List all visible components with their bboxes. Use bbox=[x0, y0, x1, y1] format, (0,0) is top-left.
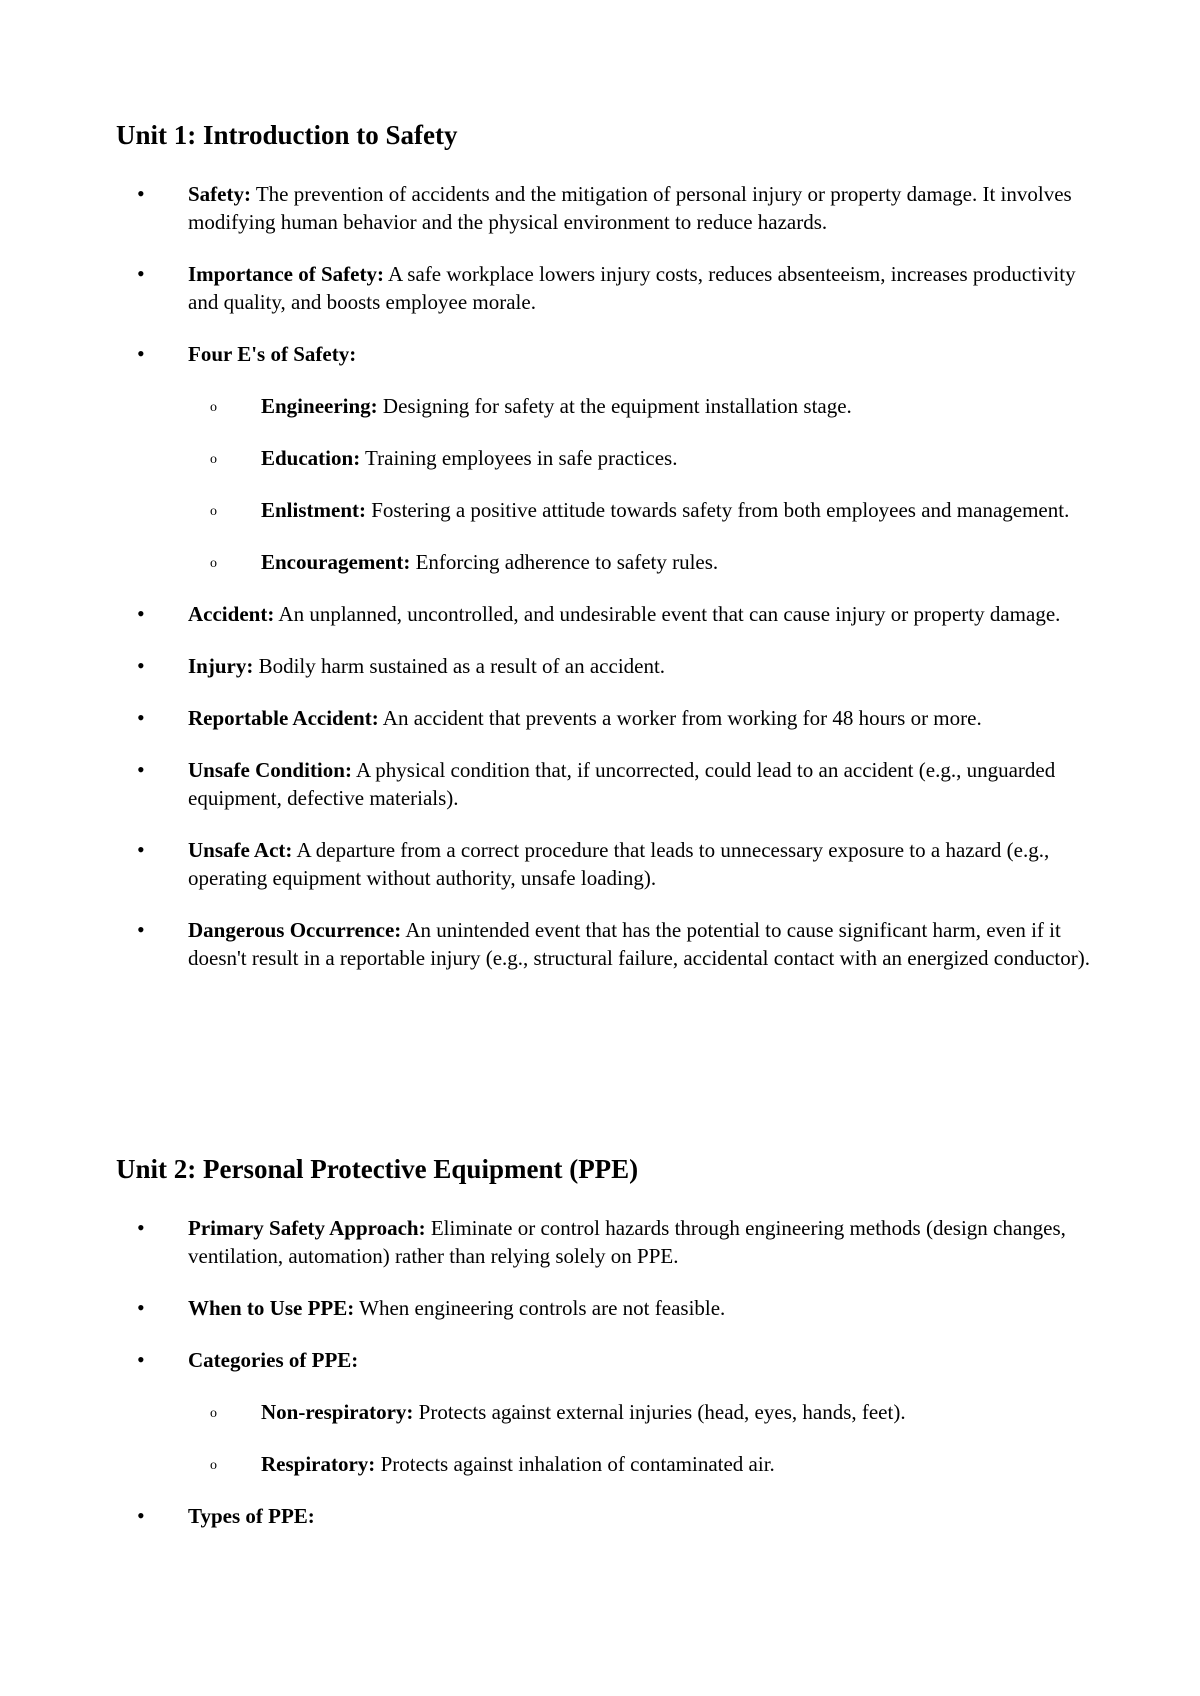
item-text: An unplanned, uncontrolled, and undesirable event that can cause injury or property damage. bbox=[274, 602, 1061, 626]
item-term: Four E's of Safety: bbox=[188, 342, 357, 366]
sub-list-item bbox=[188, 496, 1100, 524]
item-text: Fostering a positive attitude towards safety from both employees and management. bbox=[366, 498, 1070, 522]
sub-list-item bbox=[188, 1398, 1100, 1426]
unit1-heading: Unit 1: Introduction to Safety bbox=[116, 120, 458, 150]
list-item bbox=[116, 836, 1100, 892]
list-item bbox=[116, 704, 1100, 732]
item-text: Protects against inhalation of contaminated air. bbox=[375, 1452, 775, 1476]
item-term: Importance of Safety: bbox=[188, 262, 384, 286]
item-term: Primary Safety Approach: bbox=[188, 1216, 426, 1240]
list-item bbox=[116, 180, 1100, 236]
sub-list bbox=[188, 1398, 1100, 1478]
item-term: When to Use PPE: bbox=[188, 1296, 355, 1320]
bullet-icon: • bbox=[137, 757, 145, 782]
bullet-icon: • bbox=[137, 837, 145, 862]
unit2-heading: Unit 2: Personal Protective Equipment (PPE) bbox=[116, 1154, 639, 1184]
item-term: Non-respiratory: bbox=[261, 1400, 414, 1424]
item-term: Safety: bbox=[188, 182, 251, 206]
unit1-list bbox=[116, 180, 1100, 996]
item-text: The prevention of accidents and the mitigation of personal injury or property damage. It involves modifying human behavior and the physical environment to reduce hazards. bbox=[188, 182, 1072, 234]
list-item bbox=[116, 1502, 1100, 1530]
circle-bullet-icon: o bbox=[210, 1458, 217, 1473]
sub-list-item bbox=[188, 392, 1100, 420]
item-text: A physical condition that, if uncorrected, could lead to an accident (e.g., unguarded equipment, defective materials). bbox=[188, 758, 1056, 810]
item-term: Injury: bbox=[188, 654, 254, 678]
list-item bbox=[116, 916, 1100, 972]
item-term: Engineering: bbox=[261, 394, 378, 418]
item-term: Accident: bbox=[188, 602, 275, 626]
circle-bullet-icon: o bbox=[210, 452, 217, 467]
list-item bbox=[116, 600, 1100, 628]
list-item bbox=[116, 1294, 1100, 1322]
list-item bbox=[116, 1214, 1100, 1270]
sub-list-item bbox=[188, 1450, 1100, 1478]
circle-bullet-icon: o bbox=[210, 1406, 217, 1421]
sub-list-item bbox=[188, 548, 1100, 576]
item-text: An unintended event that has the potential to cause significant harm, even if it doesn't result in a reportable injury (e.g., structural failure, accidental contact with an energized conductor). bbox=[188, 918, 1090, 970]
sub-list-item bbox=[188, 444, 1100, 472]
bullet-icon: • bbox=[137, 1503, 145, 1528]
item-term: Education: bbox=[261, 446, 361, 470]
item-term: Types of PPE: bbox=[188, 1504, 315, 1528]
circle-bullet-icon: o bbox=[210, 400, 217, 415]
bullet-icon: • bbox=[137, 705, 145, 730]
bullet-icon: • bbox=[137, 341, 145, 366]
item-term: Enlistment: bbox=[261, 498, 366, 522]
bullet-icon: • bbox=[137, 653, 145, 678]
item-term: Encouragement: bbox=[261, 550, 411, 574]
item-term: Dangerous Occurrence: bbox=[188, 918, 402, 942]
item-text: Eliminate or control hazards through engineering methods (design changes, ventilation, automation) rather than relying solely on PPE. bbox=[188, 1216, 1066, 1268]
item-text: An accident that prevents a worker from working for 48 hours or more. bbox=[378, 706, 982, 730]
item-text: Bodily harm sustained as a result of an accident. bbox=[253, 654, 666, 678]
item-term: Unsafe Act: bbox=[188, 838, 293, 862]
item-term: Respiratory: bbox=[261, 1452, 376, 1476]
item-text: Protects against external injuries (head, eyes, hands, feet). bbox=[413, 1400, 906, 1424]
circle-bullet-icon: o bbox=[210, 556, 217, 571]
item-text: Training employees in safe practices. bbox=[360, 446, 678, 470]
item-text: Enforcing adherence to safety rules. bbox=[410, 550, 719, 574]
list-item bbox=[116, 340, 1100, 576]
bullet-icon: • bbox=[137, 1295, 145, 1320]
unit2-list bbox=[116, 1214, 1100, 1554]
item-text: Designing for safety at the equipment installation stage. bbox=[377, 394, 852, 418]
list-item bbox=[116, 1346, 1100, 1478]
bullet-icon: • bbox=[137, 181, 145, 206]
bullet-icon: • bbox=[137, 261, 145, 286]
bullet-icon: • bbox=[137, 601, 145, 626]
item-text: A safe workplace lowers injury costs, reduces absenteeism, increases productivity and quality, and boosts employee morale. bbox=[188, 262, 1076, 314]
item-term: Categories of PPE: bbox=[188, 1348, 359, 1372]
bullet-icon: • bbox=[137, 917, 145, 942]
list-item bbox=[116, 652, 1100, 680]
bullet-icon: • bbox=[137, 1215, 145, 1240]
item-term: Unsafe Condition: bbox=[188, 758, 352, 782]
item-text: When engineering controls are not feasible. bbox=[354, 1296, 726, 1320]
circle-bullet-icon: o bbox=[210, 504, 217, 519]
list-item bbox=[116, 756, 1100, 812]
item-text: A departure from a correct procedure that leads to unnecessary exposure to a hazard (e.g., operating equipment without authority, unsafe loading). bbox=[188, 838, 1050, 890]
bullet-icon: • bbox=[137, 1347, 145, 1372]
list-item bbox=[116, 260, 1100, 316]
item-term: Reportable Accident: bbox=[188, 706, 379, 730]
sub-list bbox=[188, 392, 1100, 576]
